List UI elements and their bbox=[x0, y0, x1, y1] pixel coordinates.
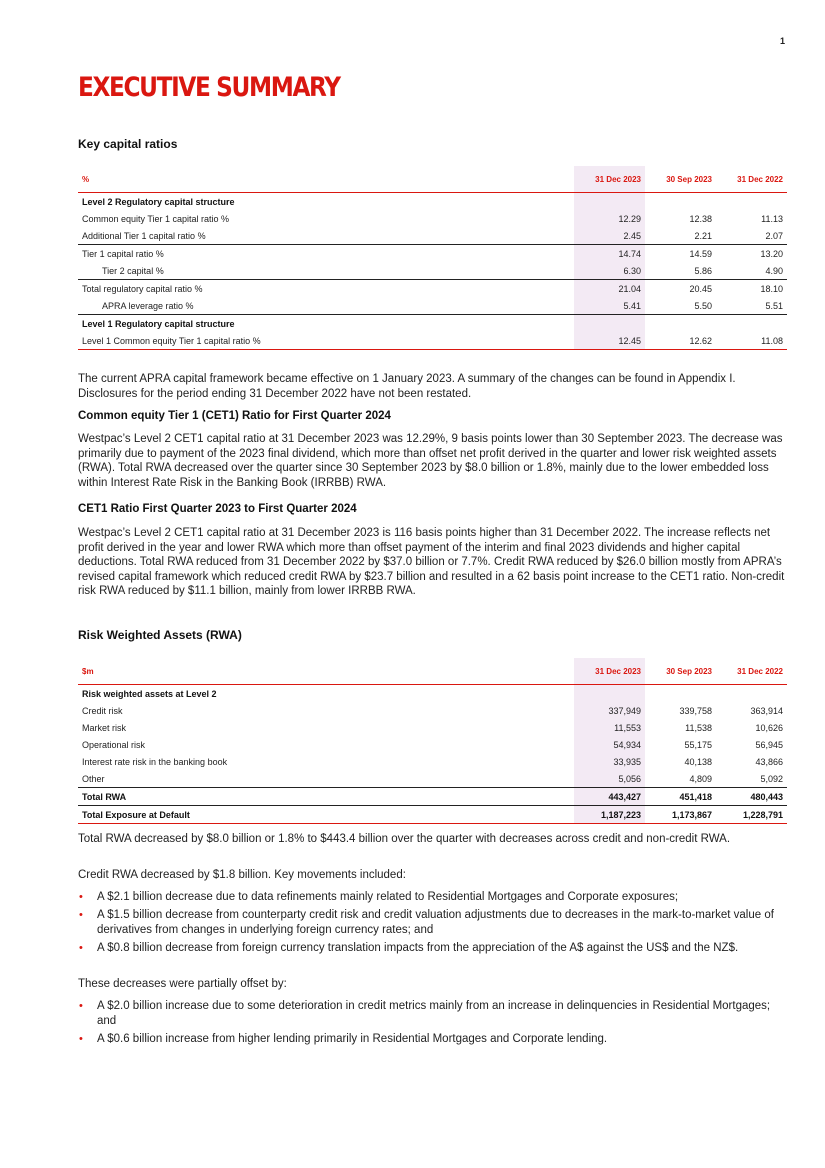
cell-value: 443,427 bbox=[574, 788, 645, 806]
table-total-row bbox=[78, 806, 787, 824]
list-item-text: A $0.8 billion decrease from foreign currency translation impacts from the appreciation of the A$ against the US$ and the NZ$. bbox=[97, 941, 739, 954]
row-label: Level 2 Regulatory capital structure bbox=[82, 196, 235, 207]
list-item-text: A $2.0 billion increase due to some deterioration in credit metrics mainly from an increase in delinquencies in Residential Mortgages; and bbox=[97, 1000, 771, 1027]
bullet-icon: • bbox=[79, 891, 83, 903]
table-section-row bbox=[78, 193, 787, 211]
bullet-icon: • bbox=[79, 909, 83, 921]
capital-ratios-title: Key capital ratios bbox=[78, 137, 178, 151]
cell-value: 14.74 bbox=[574, 245, 645, 263]
row-label: Market risk bbox=[82, 722, 127, 733]
cell-value bbox=[645, 685, 716, 703]
table-row bbox=[78, 753, 787, 770]
cell-value bbox=[716, 315, 787, 333]
table-row bbox=[78, 245, 787, 263]
cell-value: 2.07 bbox=[765, 230, 783, 241]
cell-value: 4,809 bbox=[689, 773, 712, 784]
cell-value: 2.45 bbox=[574, 227, 645, 245]
row-label: Tier 2 capital % bbox=[102, 265, 164, 276]
rwa-title: Risk Weighted Assets (RWA) bbox=[78, 628, 242, 642]
column-header: % bbox=[78, 166, 574, 193]
cell-value bbox=[716, 193, 787, 211]
rwa-table bbox=[78, 658, 787, 824]
list-item-text: A $0.6 billion increase from higher lending primarily in Residential Mortgages and Corporate lending. bbox=[97, 1032, 608, 1045]
cell-value: 339,758 bbox=[679, 705, 712, 716]
list-item-text: A $1.5 billion decrease from counterparty credit risk and credit valuation adjustments due to decreases in the mark-to-market value of derivatives from changes in underlying foreign currency rates; and bbox=[97, 909, 774, 936]
row-label: Risk weighted assets at Level 2 bbox=[82, 688, 217, 699]
table-row bbox=[78, 227, 787, 245]
cell-value: 55,175 bbox=[684, 739, 712, 750]
column-header: 31 Dec 2023 bbox=[574, 658, 645, 685]
table-row bbox=[78, 262, 787, 280]
cell-value: 11.08 bbox=[716, 332, 787, 350]
cell-value bbox=[645, 193, 716, 211]
row-label: Common equity Tier 1 capital ratio % bbox=[82, 213, 230, 224]
cell-value: 5.50 bbox=[694, 300, 712, 311]
offset-intro: These decreases were partially offset by: bbox=[78, 978, 287, 990]
cell-value: 5.86 bbox=[694, 265, 712, 276]
cell-value: 1,173,867 bbox=[645, 806, 716, 824]
column-header: 31 Dec 2023 bbox=[574, 166, 645, 193]
cell-value: 12.62 bbox=[645, 332, 716, 350]
cell-value bbox=[574, 193, 645, 211]
cell-value: 1,187,223 bbox=[574, 806, 645, 824]
cell-value: 40,138 bbox=[684, 756, 712, 767]
row-label: APRA leverage ratio % bbox=[102, 300, 194, 311]
cell-value: 18.10 bbox=[716, 280, 787, 298]
cell-value: 5,056 bbox=[574, 770, 645, 788]
credit-rwa-intro: Credit RWA decreased by $1.8 billion. Key movements included: bbox=[78, 869, 406, 881]
cell-value bbox=[716, 685, 787, 703]
list-item bbox=[78, 890, 790, 905]
list-item bbox=[78, 941, 790, 956]
cell-value: 14.59 bbox=[645, 245, 716, 263]
row-label: Tier 1 capital ratio % bbox=[78, 245, 574, 263]
table-row bbox=[78, 736, 787, 753]
cell-value: 11,553 bbox=[574, 719, 645, 736]
cell-value: 33,935 bbox=[574, 753, 645, 770]
cell-value bbox=[574, 315, 645, 333]
cell-value: 54,934 bbox=[574, 736, 645, 753]
row-label: Total regulatory capital ratio % bbox=[78, 280, 574, 298]
cell-value: 11,538 bbox=[685, 722, 712, 733]
table-section-row bbox=[78, 315, 787, 333]
table-section-row bbox=[78, 685, 787, 703]
page-title: EXECUTIVE SUMMARY bbox=[78, 72, 340, 103]
cell-value: 21.04 bbox=[574, 280, 645, 298]
cell-value: 12.29 bbox=[574, 210, 645, 227]
row-label: Level 1 Common equity Tier 1 capital ratio % bbox=[78, 332, 574, 350]
cell-value: 10,626 bbox=[755, 722, 783, 733]
list-item bbox=[78, 1032, 790, 1047]
row-label: Interest rate risk in the banking book bbox=[82, 756, 228, 767]
intro-paragraph: The current APRA capital framework became effective on 1 January 2023. A summary of the changes can be found in Appendix I. Disclosures for the period ending 31 December 2022 have not been restated. bbox=[78, 373, 736, 400]
cell-value: 451,418 bbox=[645, 788, 716, 806]
column-header: 30 Sep 2023 bbox=[645, 166, 716, 193]
table-row bbox=[78, 280, 787, 298]
cell-value: 480,443 bbox=[716, 788, 787, 806]
cell-value: 1,228,791 bbox=[716, 806, 787, 824]
row-label: Credit risk bbox=[82, 705, 123, 716]
cell-value: 11.13 bbox=[761, 213, 783, 224]
cell-value: 5,092 bbox=[760, 773, 783, 784]
row-label: Other bbox=[82, 773, 105, 784]
cell-value: 363,914 bbox=[750, 705, 783, 716]
list-item bbox=[78, 908, 790, 937]
column-header: 31 Dec 2022 bbox=[716, 166, 787, 193]
column-header: $m bbox=[78, 658, 574, 685]
page-number: 1 bbox=[779, 36, 785, 46]
table-row bbox=[78, 702, 787, 719]
column-header: 30 Sep 2023 bbox=[645, 658, 716, 685]
row-label: Level 1 Regulatory capital structure bbox=[78, 315, 574, 333]
row-label: Additional Tier 1 capital ratio % bbox=[82, 230, 206, 241]
bullet-icon: • bbox=[79, 1000, 83, 1012]
cell-value: 56,945 bbox=[755, 739, 783, 750]
table-row bbox=[78, 332, 787, 350]
bullet-icon: • bbox=[79, 1032, 83, 1045]
cell-value: 5.41 bbox=[574, 297, 645, 315]
cell-value: 20.45 bbox=[645, 280, 716, 298]
table-row bbox=[78, 719, 787, 736]
column-header: 31 Dec 2022 bbox=[716, 658, 787, 685]
table-row bbox=[78, 770, 787, 788]
table-header-row bbox=[78, 166, 787, 193]
cet1-year-paragraph: Westpac’s Level 2 CET1 capital ratio at 31 December 2023 is 116 basis points higher than 31 December 2022. The increase reflects net profit derived in the year and lower RWA which more than offset payment of the interim and final 2023 dividends and higher capital deductions. Total RWA reduced from 31 December 2022 by $37.0 billion or 7.7%. Credit RWA reduced by $26.0 billion mostly from APRA’s revised capital framework which reduced credit RWA by $23.7 billion and resulted in a 62 basis point increase to the CET1 ratio. Non-credit risk RWA reduced by $11.1 billion, mainly from lower IRRBB RWA. bbox=[78, 527, 785, 597]
row-label: Operational risk bbox=[82, 739, 146, 750]
row-label: Total RWA bbox=[78, 788, 574, 806]
cell-value: 2.21 bbox=[694, 230, 712, 241]
cell-value bbox=[645, 315, 716, 333]
bullet-icon: • bbox=[79, 941, 83, 954]
rwa-summary-paragraph: Total RWA decreased by $8.0 billion or 1.8% to $443.4 billion over the quarter with decreases across credit and non-credit RWA. bbox=[78, 833, 731, 845]
table-row bbox=[78, 297, 787, 315]
cell-value: 43,866 bbox=[755, 756, 783, 767]
row-label: Total Exposure at Default bbox=[78, 806, 574, 824]
table-header-row bbox=[78, 658, 787, 685]
cell-value: 12.45 bbox=[574, 332, 645, 350]
cell-value: 13.20 bbox=[716, 245, 787, 263]
cet1-quarter-heading: Common equity Tier 1 (CET1) Ratio for First Quarter 2024 bbox=[78, 410, 391, 422]
cell-value: 12.38 bbox=[689, 213, 712, 224]
cell-value: 6.30 bbox=[574, 262, 645, 280]
cet1-year-heading: CET1 Ratio First Quarter 2023 to First Quarter 2024 bbox=[78, 503, 357, 515]
decrease-bullet-list bbox=[78, 890, 790, 959]
cell-value: 5.51 bbox=[765, 300, 783, 311]
cell-value: 4.90 bbox=[765, 265, 783, 276]
offset-bullet-list bbox=[78, 999, 790, 1050]
cet1-quarter-paragraph: Westpac’s Level 2 CET1 capital ratio at 31 December 2023 was 12.29%, 9 basis points lower than 30 September 2023. The decrease was primarily due to payment of the 2023 final dividend, which more than offset net profit derived in the quarter and lower risk weighted assets (RWA). Total RWA decreased over the quarter since 30 September 2023 by $8.0 billion or 1.8%, mainly due to the lower embedded loss within Interest Rate Risk in the Banking Book (IRRBB) RWA. bbox=[78, 433, 783, 489]
cell-value: 337,949 bbox=[574, 702, 645, 719]
cell-value bbox=[574, 685, 645, 703]
list-item bbox=[78, 999, 790, 1028]
capital-ratios-table bbox=[78, 166, 787, 350]
list-item-text: A $2.1 billion decrease due to data refinements mainly related to Residential Mortgages and Corporate exposures; bbox=[97, 891, 679, 903]
table-row bbox=[78, 210, 787, 227]
table-total-row bbox=[78, 788, 787, 806]
